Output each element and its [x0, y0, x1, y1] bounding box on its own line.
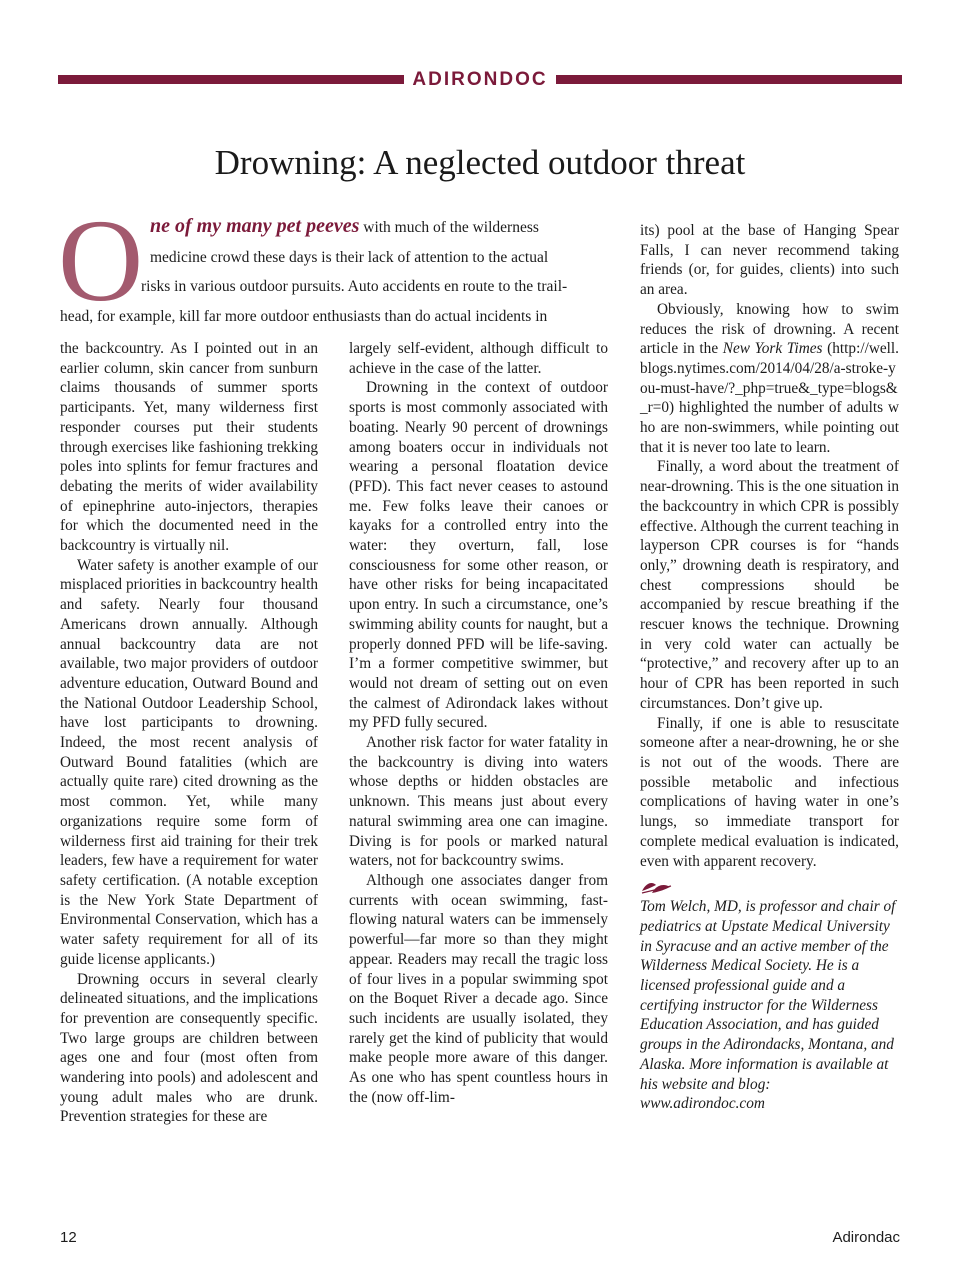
article-title: Drowning: A neglected outdoor threat — [214, 143, 746, 182]
paragraph: Water safety is another example of our misplaced priorities in backcountry health and safety. Nearly four thousand Americans drown annually. Although annual backcountry data are not available, two major providers of outdoor adventure education, Outward Bound and the National Outdoor Leadership School, have lost participants to drowning. Indeed, the most recent analysis of Outward Bound fatalities (which are actually quite rare) cited drowning as the most common. Yet, while many organizations require some form of wilderness first aid training for their trek leaders, few have a requirement for water safety certification. (A notable exception is the New York State Department of Environmental Conservation, which has a water safety requirement for all of its guide license applicants.) — [60, 556, 318, 968]
lead-line-1 — [150, 212, 539, 243]
header-rule-right — [556, 75, 902, 84]
lead-line-2: medicine crowd these days is their lack of attention to the actual — [150, 249, 549, 266]
page-number: 12 — [60, 1229, 77, 1246]
column-3 — [640, 221, 899, 1114]
paragraph: Although one associates danger from currents with ocean swimming, fast-flowing natural waters can be immensely powerful—far more so than they might appear. Readers may recall the tragic loss of four lives in a popular swimming spot on the Boquet River a decade ago. Since such incidents are usually isolated, they rarely get the kind of publicity that would make people more aware of this danger. As one who has spent countless hours in the (now off-lim- — [349, 871, 608, 1106]
paragraph: Drowning in the context of outdoor sports is most commonly associated with boating. Nearly 90 percent of drownings among boaters occur in individuals not wearing a personal floatation device (PFD). This fact never ceases to astound me. Few folks leave their canoes or kayaks for a controlled entry into the water: they overturn, fall, lose consciousness for some other reason, or have other risks for being incapacitated upon entry. In such a circumstance, one’s swimming ability counts for naught, but a properly donned PFD will be life-saving. I’m a former competitive swimmer, but would not dream of setting out on even the calmest of Adirondack lakes without my PFD fully secured. — [349, 379, 608, 732]
lead-line-3: risks in various outdoor pursuits. Auto accidents en route to the trail- — [141, 278, 568, 295]
paragraph: Drowning occurs in several clearly delineated situations, and the implications for prevention are consequently specific. Two large groups are children between ages one and four (most often from wandering into pools) and adolescent and young adult males who are drunk. Prevention strategies for these are — [60, 970, 318, 1126]
publication-name: New York Times — [722, 340, 823, 358]
paragraph: Finally, a word about the treatment of near-drowning. This is the one situation in the backcountry in which CPR is possibly effective. Although the current teaching in layperson CPR courses is for “hands only,” drowning death is respiratory, and chest compressions should be accompanied by rescue breathing if the rescuer knows the technique. Drowning in very cold water can actually be “protective,” and recovery after up to an hour of CPR has been reported in such circumstances. Don’t give up. — [640, 458, 899, 712]
column-1 — [60, 339, 318, 1127]
column-2 — [349, 339, 608, 1107]
author-bio — [640, 877, 899, 1114]
section-label: ADIRONDOC — [412, 69, 548, 90]
paragraph: its) pool at the base of Hanging Spear Falls, I can never recommend taking friends (or, for guides, clients) into such an area. — [640, 222, 899, 299]
lead-line-1-text: with much of the wilderness — [359, 219, 539, 236]
lead-line-4: head, for example, kill far more outdoor enthusiasts than do actual incidents in — [60, 308, 548, 325]
paragraph: Another risk factor for water fatality in the backcountry is diving into waters whose depths or hidden obstacles are unknown. This means just about every natural swimming area one can imagine. Diving is for pools or marked natural waters, not for backcountry swims. — [349, 734, 608, 870]
publication-name-footer: Adirondac — [832, 1229, 900, 1246]
leaf-ornament-icon — [640, 877, 674, 897]
lead-emphasis: ne of my many pet peeves — [150, 215, 360, 237]
paragraph: largely self-evident, although difficult to achieve in the case of the latter. — [349, 340, 608, 377]
paragraph: the backcountry. As I pointed out in an earlier column, skin cancer from sunburn claims thousands of summer sports participants. Yet, many wilderness first responder courses put their students through exercises like fashioning trekking poles into splints for femur fractures and debating the merits of wider availability of epinephrine auto-injectors, therapies for which the documented need in the backcountry is virtually nil. — [60, 340, 318, 555]
paragraph: Finally, if one is able to resuscitate someone after a near-drowning, he or she is not out of the woods. There are possible metabolic and infectious complications of having water in one’s lungs, so immediate transport for complete medical evaluation is indicated, even with apparent recovery. — [640, 714, 899, 870]
paragraph-nyt: Obviously, knowing how to swim reduces the risk of drowning. A recent article in the New York Times (http://well.blogs.nytimes.com/2014/04/28/a-stroke-you-must-have/?_php=true&_type=blogs&_r=0) highlighted the number of adults who are non-swimmers, while pointing out that it is never too late to learn. — [640, 300, 899, 456]
header-rule-left — [58, 75, 404, 84]
drop-cap: O — [58, 195, 144, 326]
author-bio-text: Tom Welch, MD, is professor and chair of pediatrics at Upstate Medical University in Syracuse and an active member of the Wilderness Medical Society. He is a licensed professional guide and a certifying instructor for the Wilderness Education Association, and has guided groups in the Adirondacks, Montana, and Alaska. More information is available at his website and blog: www.adirondoc.com — [640, 898, 896, 1113]
